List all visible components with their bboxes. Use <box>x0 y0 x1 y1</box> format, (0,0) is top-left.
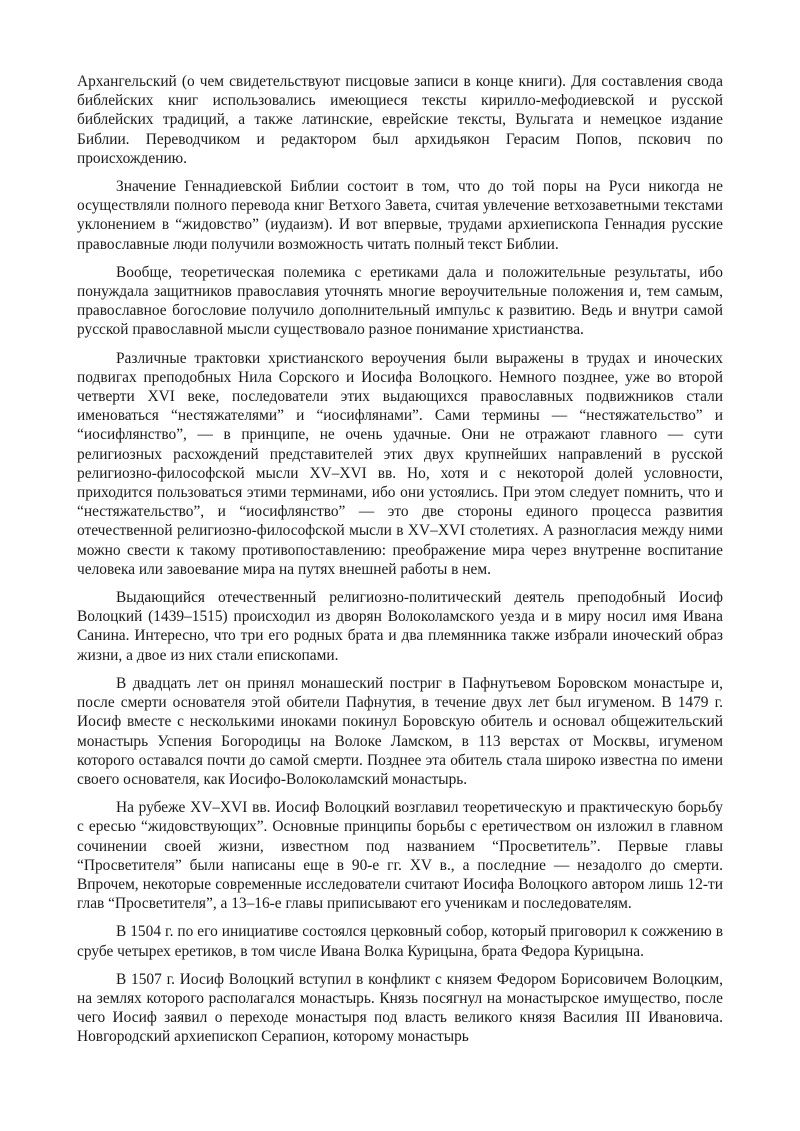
document-page <box>77 72 723 1056</box>
paragraph-2: Значение Геннадиевской Библии состоит в том, что до той поры на Руси никогда не осуществляли полного перевода книг Ветхого Завета, считая увлечение ветхозаветными текстами уклонением в “жидовство” (иудаизм). И вот впервые, трудами архиепископа Геннадия русские православные люди получили возможность читать полный текст Библии. <box>77 178 723 253</box>
paragraph-3: Вообще, теоретическая полемика с еретиками дала и положительные результаты, ибо понуждала защитников православия уточнять многие вероучительные положения и, тем самым, православное богословие получило дополнительный импульс к развитию. Ведь и внутри самой русской православной мысли существовало разное понимание христианства. <box>77 263 723 339</box>
paragraph-7: На рубеже XV–XVI вв. Иосиф Волоцкий возглавил теоретическую и практическую борьбу с ересью “жидовствующих”. Основные принципы борьбы с еретичеством он изложил в главном сочинении своей жизни, известном под названием “Просветитель”. Первые главы “Просветителя” были написаны еще в 90-е гг. XV в., а последние — незадолго до смерти. Впрочем, некоторые современные исследователи считают Иосифа Волоцкого автором лишь 12-ти глав “Просветителя”, а 13–16-е главы приписывают его ученикам и последователям. <box>77 799 723 913</box>
paragraph-6: В двадцать лет он принял монашеский постриг в Пафнутьевом Боровском монастыре и, после смерти основателя этой обители Пафнутия, в течение двух лет был игуменом. В 1479 г. Иосиф вместе с несколькими иноками покинул Боровскую обитель и основал общежительский монастырь Успения Богородицы на Волоке Ламском, в 113 верстах от Москвы, игуменом которого оставался почти до самой смерти. Позднее эта обитель стала широко известна по имени своего основателя, как Иосифо-Волоколамский монастырь. <box>77 674 723 788</box>
paragraph-8: В 1504 г. по его инициативе состоялся церковный собор, который приговорил к сожжению в срубе четырех еретиков, в том числе Ивана Волка Курицына, брата Федора Курицына. <box>77 923 723 960</box>
paragraph-4: Различные трактовки христианского вероучения были выражены в трудах и иноческих подвигах преподобных Нила Сорского и Иосифа Волоцкого. Немного позднее, уже во второй четверти XVI веке, последователи этих выдающихся православных подвижников стали именоваться “нестяжателями” и “иосифлянами”. Сами термины — “нестяжательство” и “иосифлянство”, — в принципе, не очень удачные. Они не отражают главного — сути религиозных расхождений представителей этих двух крупнейших направлений в русской религиозно-философской мысли XV–XVI вв. Но, хотя и с некоторой долей условности, приходится пользоваться этими терминами, ибо они устоялись. При этом следует помнить, что и “нестяжательство”, и “иосифлянство” — это две стороны единого процесса развития отечественной религиозно-философской мысли в XV–XVI столетиях. А разногласия между ними можно свести к такому противопоставлению: преображение мира через внутренне воспитание человека или завоевание мира на путях внешней работы в нем. <box>77 349 723 578</box>
paragraph-9: В 1507 г. Иосиф Волоцкий вступил в конфликт с князем Федором Борисовичем Волоцким, на землях которого располагался монастырь. Князь посягнул на монастырское имущество, после чего Иосиф заявил о переходе монастыря под власть великого князя Василия III Ивановича. Новгородский архиепископ Серапион, которому монастырь <box>77 970 723 1046</box>
paragraph-1: Архангельский (о чем свидетельствуют писцовые записи в конце книги). Для составления свода библейских книг использовались имеющиеся тексты кирилло-мефодиевской и русской библейских традиций, а также латинские, еврейские тексты, Вульгата и немецкое издание Библии. Переводчиком и редактором был архидьякон Герасим Попов, пскович по происхождению. <box>77 73 723 167</box>
paragraph-5: Выдающийся отечественный религиозно-политический деятель преподобный Иосиф Волоцкий (1439–1515) происходил из дворян Волоколамского уезда и в миру носил имя Ивана Санина. Интересно, что три его родных брата и два племянника также избрали иноческий образ жизни, а двое из них стали епископами. <box>77 589 723 664</box>
